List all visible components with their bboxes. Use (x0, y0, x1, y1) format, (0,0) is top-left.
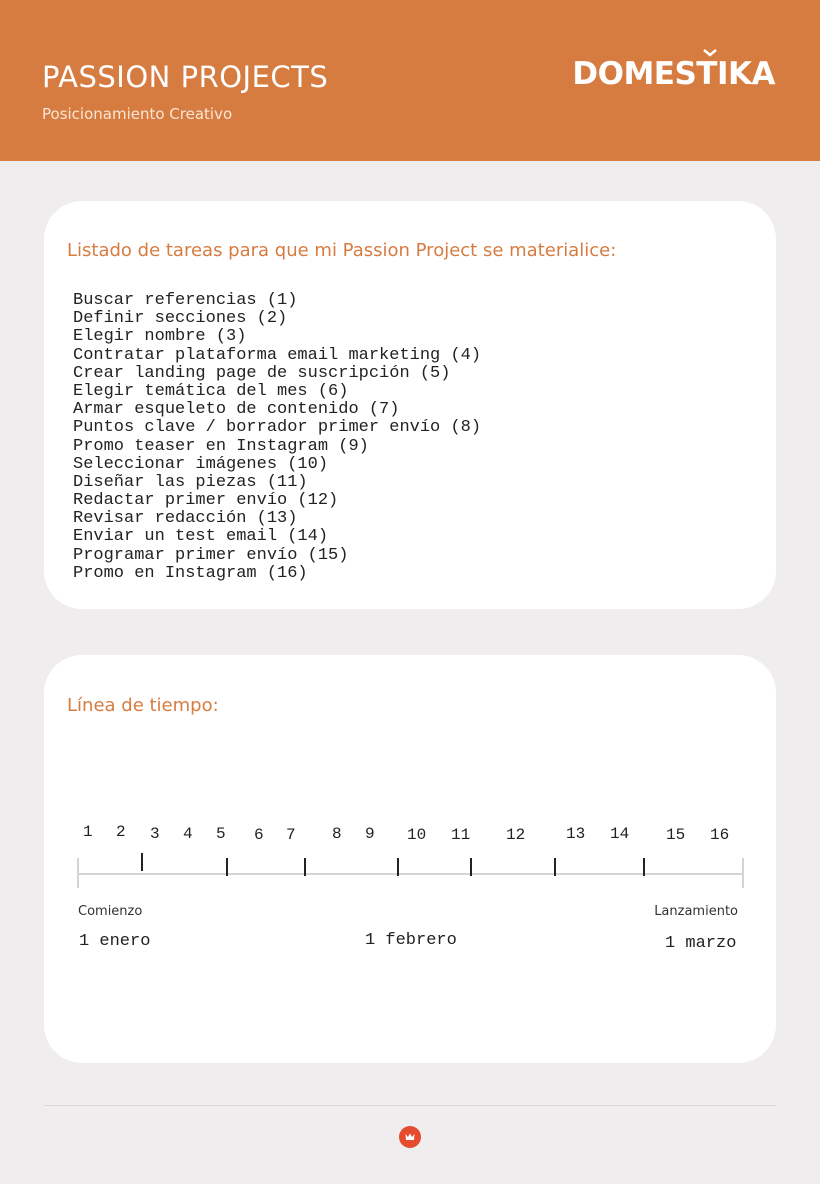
timeline-number: 9 (365, 825, 375, 843)
timeline-number: 11 (451, 826, 471, 844)
page-subtitle: Posicionamiento Creativo (42, 105, 233, 123)
timeline-tick (470, 858, 472, 876)
timeline-number: 16 (710, 826, 730, 844)
timeline-end-label: Lanzamiento (654, 904, 738, 919)
task-item: Armar esqueleto de contenido (7) (73, 400, 400, 420)
task-item: Revisar redacción (13) (73, 509, 298, 529)
task-item: Promo en Instagram (16) (73, 563, 308, 583)
task-item: Buscar referencias (1) (73, 291, 298, 310)
timeline-number: 4 (183, 825, 193, 843)
timeline-number: 13 (566, 825, 586, 843)
timeline (44, 655, 776, 1063)
crown-icon (399, 1126, 421, 1148)
task-list (73, 292, 481, 583)
task-list-card (44, 201, 776, 609)
timeline-number: 1 (83, 823, 93, 841)
timeline-tick (397, 858, 399, 876)
timeline-number: 3 (150, 825, 160, 843)
task-item: Contratar plataforma email marketing (4) (73, 345, 482, 365)
timeline-tick (304, 858, 306, 876)
task-list-title: Listado de tareas para que mi Passion Project se materialice: (67, 240, 617, 261)
timeline-number: 6 (254, 826, 264, 844)
timeline-end-cap (742, 858, 744, 888)
task-item: Elegir temática del mes (6) (73, 381, 349, 401)
timeline-number: 12 (506, 826, 526, 844)
timeline-number: 8 (332, 825, 342, 843)
timeline-tick (141, 853, 143, 871)
timeline-number: 15 (666, 826, 686, 844)
task-item: Elegir nombre (3) (73, 327, 247, 347)
task-item: Diseñar las piezas (11) (73, 472, 308, 492)
timeline-tick (554, 858, 556, 876)
domestika-logo: DOMESTIKA (572, 56, 775, 92)
task-item: Crear landing page de suscripción (5) (73, 363, 451, 383)
domestika-logo-icon (399, 1126, 421, 1148)
task-item: Redactar primer envío (12) (73, 491, 339, 511)
timeline-start-cap (77, 858, 79, 888)
timeline-tick (226, 858, 228, 876)
timeline-date: 1 febrero (365, 931, 457, 950)
timeline-date: 1 enero (79, 932, 151, 951)
timeline-number: 14 (610, 825, 630, 843)
timeline-title: Línea de tiempo: (67, 695, 219, 716)
footer-divider (44, 1105, 776, 1106)
timeline-number: 10 (407, 826, 427, 844)
task-item: Programar primer envío (15) (73, 545, 349, 565)
timeline-start-label: Comienzo (78, 904, 143, 919)
timeline-tick (643, 858, 645, 876)
timeline-date: 1 marzo (665, 934, 737, 953)
task-item: Definir secciones (2) (73, 309, 288, 329)
timeline-number: 2 (116, 823, 126, 841)
timeline-card (44, 655, 776, 1063)
header (0, 0, 820, 161)
page-title: PASSION PROJECTS (42, 60, 329, 94)
timeline-number: 7 (286, 826, 296, 844)
task-item: Promo teaser en Instagram (9) (73, 436, 369, 456)
task-item: Enviar un test email (14) (73, 527, 329, 547)
timeline-number: 5 (216, 825, 226, 843)
task-item: Seleccionar imágenes (10) (73, 454, 329, 474)
task-item: Puntos clave / borrador primer envío (8) (73, 418, 482, 438)
